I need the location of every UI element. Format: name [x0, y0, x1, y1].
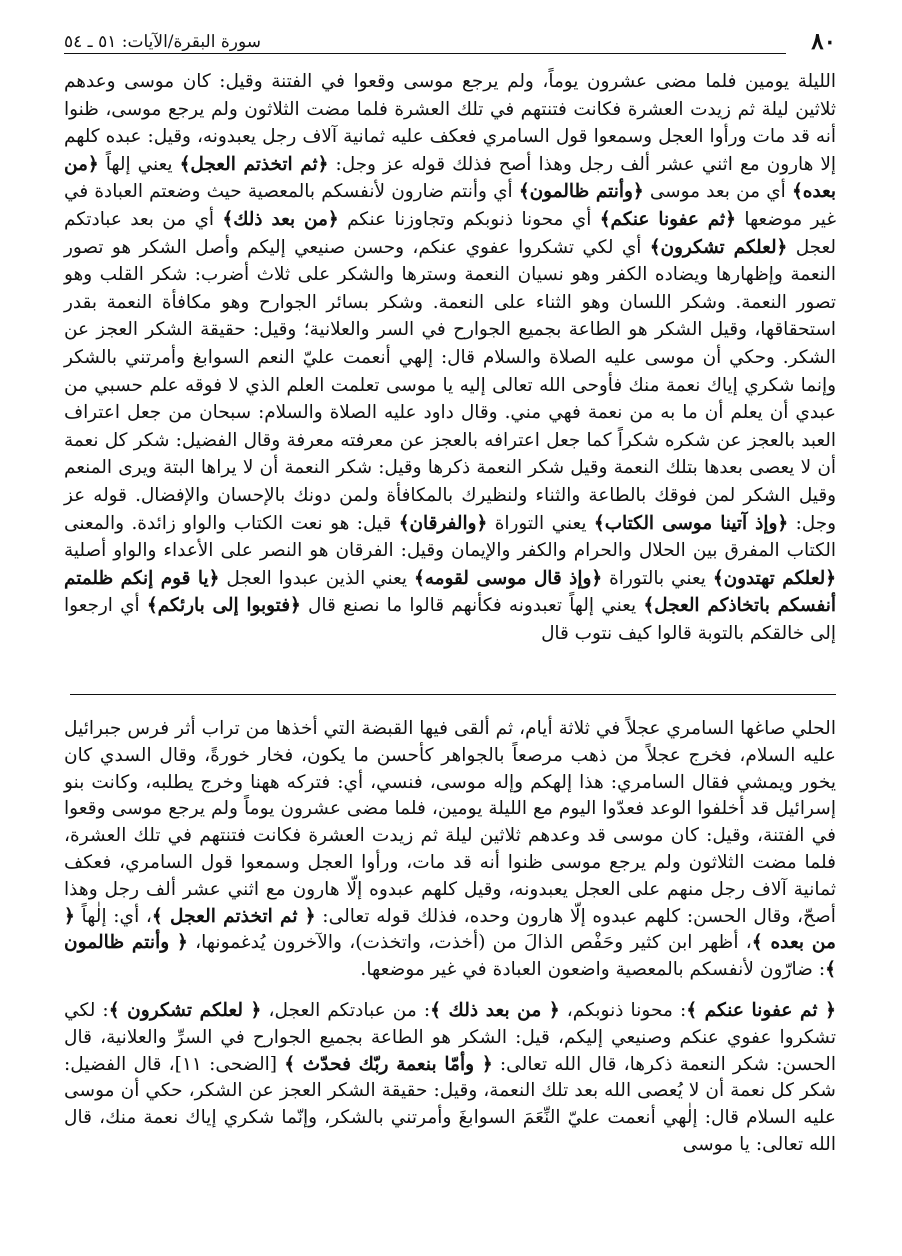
header-rule	[64, 53, 786, 54]
quran-quote: ﴿من بعد ذلك﴾	[222, 208, 339, 230]
main-text-span: أي لكي تشكروا عفوي عنكم، وحسن صنيعي إليكم وأصل الشكر هو تصور النعمة وإظهارها ويضاده الكفر وهو نسيان النعمة وسترها والشكر على ثلاث أضرب: شكر القلب وهو تصور النعمة. وشكر اللسان وهو الثناء على النعمة. وشكر بسائر الجوارح وهو مكافأة النعمة بقدر استحقاقها، وقيل الشكر هو الطاعة بجميع الجوارح في السر والعلانية؛ وقيل: حقيقة الشكر العجز عن الشكر. وحكي أن موسى عليه الصلاة والسلام قال: إلهي أنعمت عليّ النعم السوابغ وأمرتني بالشكر وإنما شكري إياك نعمة منك فأوحى الله تعالى إليه يا موسى تعلمت العلم الذي لا فوقه علم حسبي من عبدي أن يعلم أن ما به من نعمة فهي مني. وقال داود عليه الصلاة والسلام: سبحان من جعل اعتراف العبد بالعجز عن شكره شكراً كما جعل اعترافه بالعجز عن معرفته معرفة وقال الفضيل: شكر كل نعمة أن لا يعصى بعدها بتلك النعمة وقيل شكر النعمة ذكرها وقيل: شكر النعمة أن لا يراها البتة ويرى المنعم وقيل الشكر لمن فوقك بالطاعة والثناء ولنظيرك بالمكافأة ولمن دونك بالإحسان والإفضال. قوله عز وجل:	[64, 236, 836, 534]
quran-quote: ﴿لعلكم تشكرون﴾	[649, 236, 788, 258]
main-text-span: يعني بالتوراة	[602, 567, 713, 589]
main-text-span: أي من بعد موسى	[643, 181, 792, 203]
main-text-span: الليلة يومين فلما مضى عشرون يوماً، ولم يرجع موسى وقعوا في الفتنة وقيل: كان موسى وعدهم ثلاثين ليلة ثم زيدت العشرة فكانت فتنتهم في تلك العشرة فلما مضت الثلاثون ولم يرجع موسى، ظنوا أنه قد مات ورأوا العجل وسمعوا قول السامري فعكف عليه ثمانية آلاف رجل يعبدونه، وقيل: عبده كلهم إلا هارون مع اثني عشر ألف رجل وهذا أصح فذلك قوله عز وجل:	[64, 71, 836, 175]
quran-quote: ﴿والفرقان﴾	[398, 512, 488, 534]
running-head: سورة البقرة/الآيات: ٥١ ـ ٥٤	[64, 32, 261, 52]
main-text-span: يعني إلهاً تعبدونه فكأنهم قالوا ما نصنع قال	[300, 595, 644, 617]
quran-quote: ﴿ ثم عفونا عنكم ﴾	[686, 999, 837, 1021]
commentary-section	[64, 716, 836, 1159]
quran-quote: ﴿وأنتم ظالمون﴾	[518, 181, 644, 203]
quran-quote: ﴿ثم عفونا عنكم﴾	[599, 208, 736, 230]
quran-quote: ﴿ وأمّا بنعمة ربّك فحدّث ﴾	[284, 1053, 493, 1075]
page-number: ٨٠	[811, 28, 836, 55]
quran-quote: ﴿ ثم اتخذتم العجل ﴾	[151, 905, 316, 927]
commentary-paragraph	[64, 716, 836, 984]
commentary-span: ، أي: إلٰهاً	[74, 905, 152, 927]
commentary-span: الحلي صاغها السامري عجلاً في ثلاثة أيام، ثم ألقى فيها القبضة التي أخذها من تراب أثر فرس جبرائيل عليه السلام، فخرج عجلاً من ذهب مرصعاً بالجواهر كأحسن ما يكون، فخار خورةً، وقال السدي كان يخور ويمشي فقال السامري: هذا إلهكم وإله موسى، فنسي، أي: فتركه ههنا وخرج يطلبه، وكانت بنو إسرائيل قد أخلفوا الوعد فعدّوا اليوم مع الليلة يومين، فلما مضى عشرون يوماً ولم يرجع موسى وقعوا في الفتنة، وقيل: كان موسى قد وعدهم ثلاثين ليلة ثم زيدت العشرة فكانت فتنتهم في تلك العشرة، فلما مضت الثلاثون ولم يرجع موسى ظنوا أنه قد مات، ورأوا العجل وسمعوا قول السامري، فعكف ثمانية آلاف رجل منهم على العجل يعبدونه، وقيل كلهم عبدوه إلّا هارون مع اثني عشر ألف رجل وهذا أصحّ، وقال الحسن: كلهم عبدوه إلّا هارون وحده، فذلك قوله تعالى:	[64, 718, 836, 927]
main-text-span: يعني التوراة	[487, 512, 594, 534]
commentary-span: ، أظهر ابن كثير وحَفْص الذالَ من (أخذت، واتخذت)، والآخرون يُدغمونها،	[187, 932, 752, 954]
quran-quote: ﴿ من بعده ﴾	[64, 905, 836, 954]
commentary-span: : لكي تشكروا عفوي عنكم وصنيعي إليكم، قيل: الشكر هو الطاعة بجميع الجوارح في السرِّ والعلانية، قال الحسن: شكر النعمة ذكرها، قال الله تعالى:	[64, 999, 836, 1075]
quran-quote: ﴿ وأنتم ظالمون ﴾	[64, 932, 836, 981]
main-text	[64, 68, 836, 647]
quran-quote: ﴿فتوبوا إلى بارئكم﴾	[146, 595, 301, 617]
commentary-paragraph	[64, 998, 836, 1159]
commentary-span: : ضارّون لأنفسكم بالمعصية واضعون العبادة في غير موضعها.	[360, 959, 826, 981]
commentary-span: : من عبادتكم العجل،	[261, 999, 431, 1021]
main-text-span: أي وأنتم ضارون لأنفسكم بالمعصية حيث وضعتم العبادة في غير موضعها	[64, 181, 836, 230]
quran-quote: ﴿ من بعد ذلك ﴾	[430, 999, 560, 1021]
main-text-span: يعني الذين عبدوا العجل	[219, 567, 414, 589]
commentary-span: : محونا ذنوبكم،	[559, 999, 687, 1021]
main-text-span: أي ارجعوا إلى خالقكم بالتوبة قالوا كيف نتوب قال	[64, 595, 836, 644]
quran-quote: ﴿ثم اتخذتم العجل﴾	[179, 153, 329, 175]
quran-quote: ﴿لعلكم تهتدون﴾	[712, 567, 836, 589]
quran-quote: ﴿وإذ آتينا موسى الكتاب﴾	[593, 512, 789, 534]
main-text-span: يعني إلهاً	[98, 153, 180, 175]
main-text-span: أي من بعد عبادتكم لعجل	[64, 208, 836, 258]
commentary-span: [الضحى: ١١]، قال الفضيل: شكر كل نعمة أن لا يُعصى الله بعد تلك النعمة، وقيل: حقيقة الشكر العجز عن الشكر، حكي أن موسى عليه السلام قال: إلٰهي أنعمت عليّ النِّعَمَ السوابغَ وأمرتني بالشكر، وإنّما شكري إياك نعمة منك، قال الله تعالى: يا موسى	[64, 1053, 836, 1155]
main-text-span: قيل: هو نعت الكتاب والواو زائدة. والمعنى الكتاب المفرق بين الحلال والحرام والكفر والإيمان وقيل: الفرقان هو النصر على الأعداء والواو أصلية	[64, 512, 836, 562]
quran-quote: ﴿وإذ قال موسى لقومه﴾	[413, 567, 603, 589]
quran-quote: ﴿يا قوم إنكم ظلمتم أنفسكم باتخاذكم العجل﴾	[64, 567, 836, 617]
footnote-separator	[70, 694, 836, 695]
quran-quote: ﴿من بعده﴾	[64, 153, 837, 203]
main-text-span: أي محونا ذنوبكم وتجاوزنا عنكم	[338, 208, 600, 230]
quran-quote: ﴿ لعلكم تشكرون ﴾	[108, 999, 262, 1021]
page-header	[64, 28, 836, 56]
